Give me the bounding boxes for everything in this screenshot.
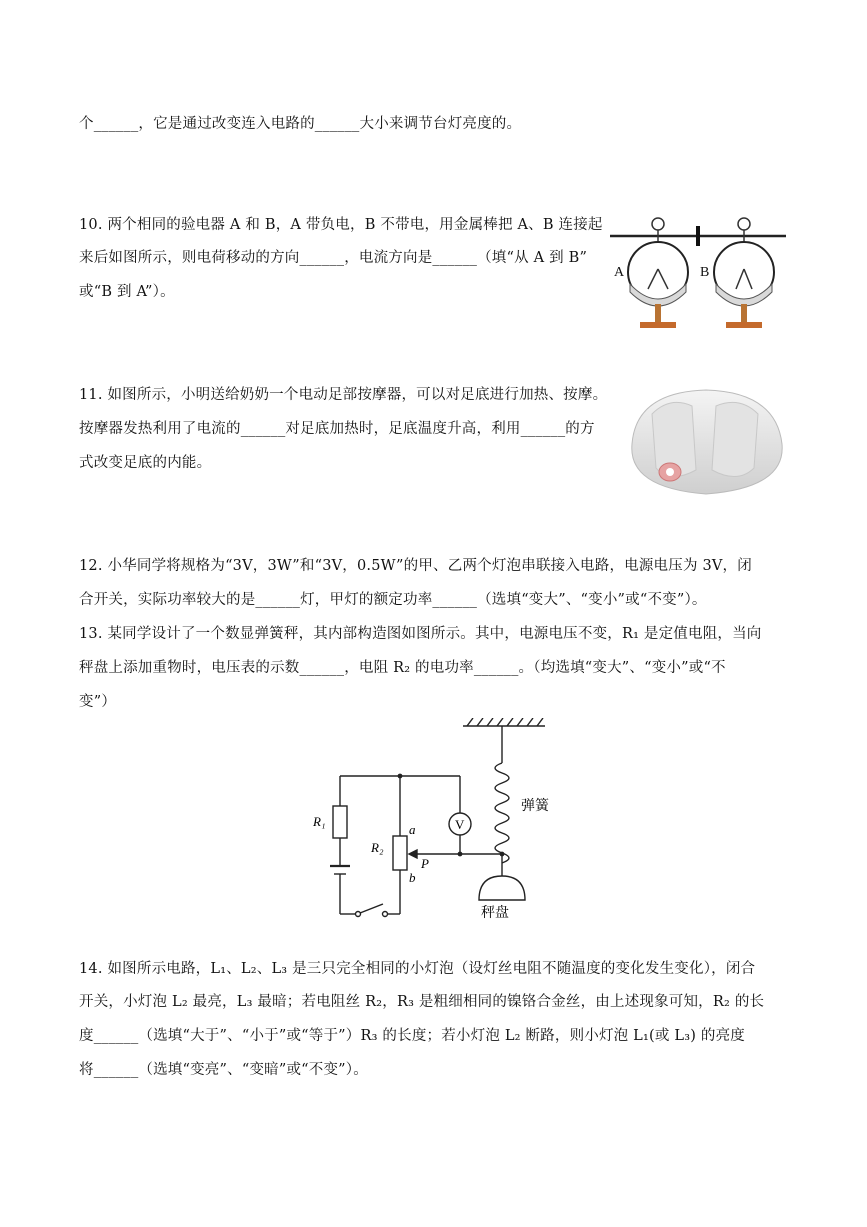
q12-line-2: 合开关，实际功率较大的是______灯，甲灯的额定功率______（选填“变大”、“变小”或“不变”）。 [79, 592, 707, 608]
p-label: P [421, 856, 429, 871]
r1-label: R₁ [313, 814, 326, 829]
q13-line-3: 变”） [79, 694, 117, 710]
voltmeter-label: V [455, 817, 465, 832]
r2-label: R₂ [371, 840, 384, 855]
q14-line-1: 14. 如图所示电路，L₁、L₂、L₃ 是三只完全相同的小灯泡（设灯丝电阻不随温度的变化发生变化），闭合 [79, 961, 756, 977]
label-b: B [700, 265, 710, 280]
spring-label: 弹簧 [521, 799, 549, 814]
q10-line-3: 或“B 到 A”）。 [79, 284, 175, 300]
spring-scale-circuit [305, 718, 565, 923]
q14-line-3: 度______（选填“大于”、“小于”或“等于”）R₃ 的长度；若小灯泡 L₂ 断路，则小灯泡 L₁(或 L₃) 的亮度 [79, 1028, 745, 1044]
pan-label: 秤盘 [481, 906, 509, 921]
label-a: A [614, 265, 625, 280]
q10-line-1: 10. 两个相同的验电器 A 和 B，A 带负电，B 不带电，用金属棒把 A、B 连接起 [79, 217, 603, 233]
q14-line-2: 开关，小灯泡 L₂ 最亮，L₃ 最暗；若电阻丝 R₂，R₃ 是粗细相同的镍铬合金丝，由上述现象可知，R₂ 的长 [79, 994, 765, 1010]
electroscope-a [614, 218, 688, 328]
q9-tail-text: 个______，它是通过改变连入电路的______大小来调节台灯亮度的。 [79, 116, 522, 132]
a-label: a [409, 822, 416, 837]
q13-line-2: 秤盘上添加重物时，电压表的示数______，电阻 R₂ 的电功率______。（均选填“变大”、“变小”或“不 [79, 660, 726, 676]
q14-line-4: 将______（选填“变亮”、“变暗”或“不变”）。 [79, 1062, 368, 1078]
electroscope-b [700, 218, 774, 328]
q11-line-3: 式改变足底的内能。 [79, 455, 212, 471]
b-label: b [409, 870, 416, 885]
foot-massager-image [622, 384, 790, 502]
q11-line-1: 11. 如图所示，小明送给奶奶一个电动足部按摩器，可以对足底进行加热、按摩。 [79, 387, 608, 403]
electroscope-figure [608, 214, 788, 336]
q12-line-1: 12. 小华同学将规格为“3V，3W”和“3V，0.5W”的甲、乙两个灯泡串联接入电路，电源电压为 3V，闭 [79, 558, 752, 574]
q13-line-1: 13. 某同学设计了一个数显弹簧秤，其内部构造图如图所示。其中，电源电压不变，R₁ 是定值电阻，当向 [79, 626, 762, 642]
q11-line-2: 按摩器发热利用了电流的______对足底加热时，足底温度升高，利用______的方 [79, 421, 595, 437]
q10-line-2: 来后如图所示，则电荷移动的方向______，电流方向是______（填“从 A 到 B” [79, 250, 588, 266]
